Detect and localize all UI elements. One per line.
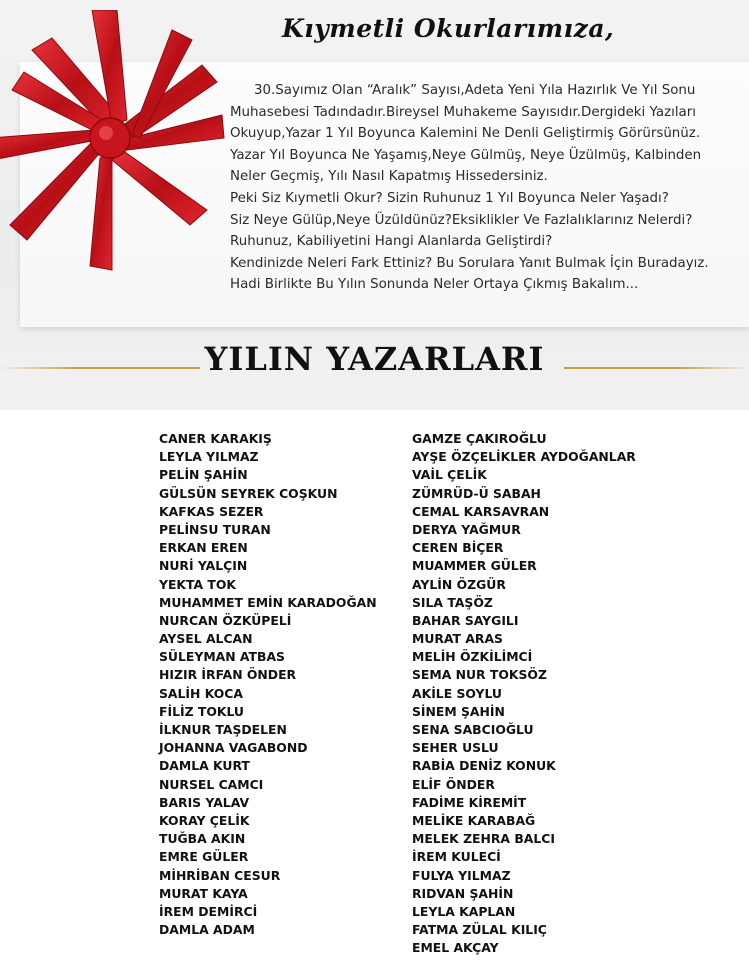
- page-title: Kıymetli Okurlarımıza,: [282, 14, 615, 43]
- author-name: SENA SABCIOĞLU: [412, 722, 534, 737]
- author-name: SEMA NUR TOKSÖZ: [412, 667, 547, 683]
- author-name: NURİ YALÇIN: [159, 558, 248, 574]
- author-name: MURAT KAYA: [159, 885, 248, 901]
- intro-line: Ruhunuz, Kabiliyetini Hangi Alanlarda Geliştirdi?: [230, 234, 553, 250]
- author-name: YEKTA TOK: [159, 576, 237, 592]
- author-name: KAFKAS SEZER: [159, 503, 264, 519]
- author-name: İLKNUR TAŞDELEN: [159, 722, 287, 737]
- author-name: RABİA DENİZ KONUK: [412, 758, 556, 774]
- author-name: LEYLA YILMAZ: [159, 449, 259, 465]
- author-name: SÜLEYMAN ATBAS: [159, 649, 285, 665]
- intro-line: Neler Geçmiş, Yılı Nasıl Kapatmış Hissedersiniz.: [230, 169, 548, 185]
- author-name: MİHRİBAN CESUR: [159, 867, 281, 883]
- author-name: KORAY ÇELİK: [159, 812, 250, 828]
- author-name: FATMA ZÜLAL KILIÇ: [412, 922, 547, 938]
- author-name: AYLİN ÖZGÜR: [412, 576, 506, 592]
- author-name: MELİKE KARABAĞ: [412, 812, 536, 828]
- author-name: MURAT ARAS: [412, 631, 503, 647]
- section-heading: YILIN YAZARLARI: [204, 340, 545, 378]
- intro-line: Okuyup,Yazar 1 Yıl Boyunca Kalemini Ne Denli Geliştirmiş Görürsünüz.: [230, 126, 701, 142]
- author-name: LEYLA KAPLAN: [412, 903, 516, 919]
- intro-line: Hadi Birlikte Bu Yılın Sonunda Neler Ortaya Çıkmış Bakalım...: [230, 277, 639, 293]
- author-name: AYŞE ÖZÇELİKLER AYDOĞANLAR: [412, 449, 636, 465]
- author-name: VAİL ÇELİK: [412, 467, 487, 483]
- author-name: GÜLSÜN SEYREK COŞKUN: [159, 485, 338, 501]
- author-name: JOHANNA VAGABOND: [159, 740, 308, 756]
- author-name: FADİME KİREMİT: [412, 794, 527, 810]
- author-name: CEREN BİÇER: [412, 540, 504, 556]
- author-name: NURCAN ÖZKÜPELİ: [159, 612, 292, 628]
- author-name: SILA TAŞÖZ: [412, 594, 493, 610]
- intro-line: Yazar Yıl Boyunca Ne Yaşamış,Neye Gülmüş, Neye Üzülmüş, Kalbinden: [230, 147, 702, 163]
- author-name: DERYA YAĞMUR: [412, 521, 521, 537]
- author-name: CANER KARAKIŞ: [159, 431, 272, 446]
- author-name: CEMAL KARSAVRAN: [412, 503, 550, 519]
- author-name: MELEK ZEHRA BALCI: [412, 831, 555, 847]
- author-name: HIZIR İRFAN ÖNDER: [159, 667, 297, 683]
- author-name: ZÜMRÜD-Ü SABAH: [412, 485, 541, 501]
- intro-line: Muhasebesi Tadındadır.Bireysel Muhakeme Sayısıdır.Dergideki Yazıları: [230, 104, 696, 120]
- author-name: FİLİZ TOKLU: [159, 703, 244, 719]
- author-name: MELİH ÖZKİLİMCİ: [412, 649, 533, 665]
- author-name: AKİLE SOYLU: [412, 685, 502, 701]
- author-name: ERKAN EREN: [159, 540, 248, 556]
- author-name: BARIS YALAV: [159, 794, 250, 810]
- intro-line: Siz Neye Gülüp,Neye Üzüldünüz?Eksiklikler Ve Fazlalıklarınız Nelerdi?: [230, 212, 693, 228]
- author-name: PELİN ŞAHİN: [159, 467, 248, 483]
- intro-line: Kendinizde Neleri Fark Ettiniz? Bu Sorulara Yanıt Bulmak İçin Buradayız.: [230, 255, 709, 271]
- author-name: FULYA YILMAZ: [412, 867, 511, 883]
- author-name: PELİNSU TURAN: [159, 521, 271, 537]
- author-name: DAMLA KURT: [159, 758, 250, 774]
- author-name: TUĞBA AKIN: [159, 831, 246, 847]
- author-name: MUHAMMET EMİN KARADOĞAN: [159, 594, 377, 610]
- author-name: EMEL AKÇAY: [412, 940, 499, 956]
- header-banner: [0, 0, 749, 410]
- author-name: BAHAR SAYGILI: [412, 612, 519, 628]
- intro-line: Peki Siz Kıymetli Okur? Sizin Ruhunuz 1 Yıl Boyunca Neler Yaşadı?: [230, 190, 669, 206]
- author-name: MUAMMER GÜLER: [412, 558, 537, 574]
- author-name: SEHER USLU: [412, 740, 499, 756]
- author-name: İREM KULECİ: [412, 849, 501, 865]
- author-name: RIDVAN ŞAHİN: [412, 885, 514, 901]
- author-name: İREM DEMİRCİ: [159, 903, 258, 919]
- author-name: SİNEM ŞAHİN: [412, 703, 505, 719]
- author-name: AYSEL ALCAN: [159, 631, 253, 647]
- authors-list-right: [412, 430, 636, 957]
- intro-line: 30.Sayımız Olan “Aralık” Sayısı,Adeta Yeni Yıla Hazırlık Ve Yıl Sonu: [254, 83, 696, 98]
- author-name: SALİH KOCA: [159, 685, 243, 701]
- authors-list-left: [159, 430, 377, 939]
- author-name: DAMLA ADAM: [159, 922, 255, 938]
- author-name: ELİF ÖNDER: [412, 776, 495, 792]
- gift-bow-icon: [0, 10, 242, 280]
- intro-text: [230, 80, 735, 296]
- author-name: EMRE GÜLER: [159, 849, 249, 865]
- author-name: GAMZE ÇAKIROĞLU: [412, 431, 547, 446]
- author-name: NURSEL CAMCI: [159, 776, 264, 792]
